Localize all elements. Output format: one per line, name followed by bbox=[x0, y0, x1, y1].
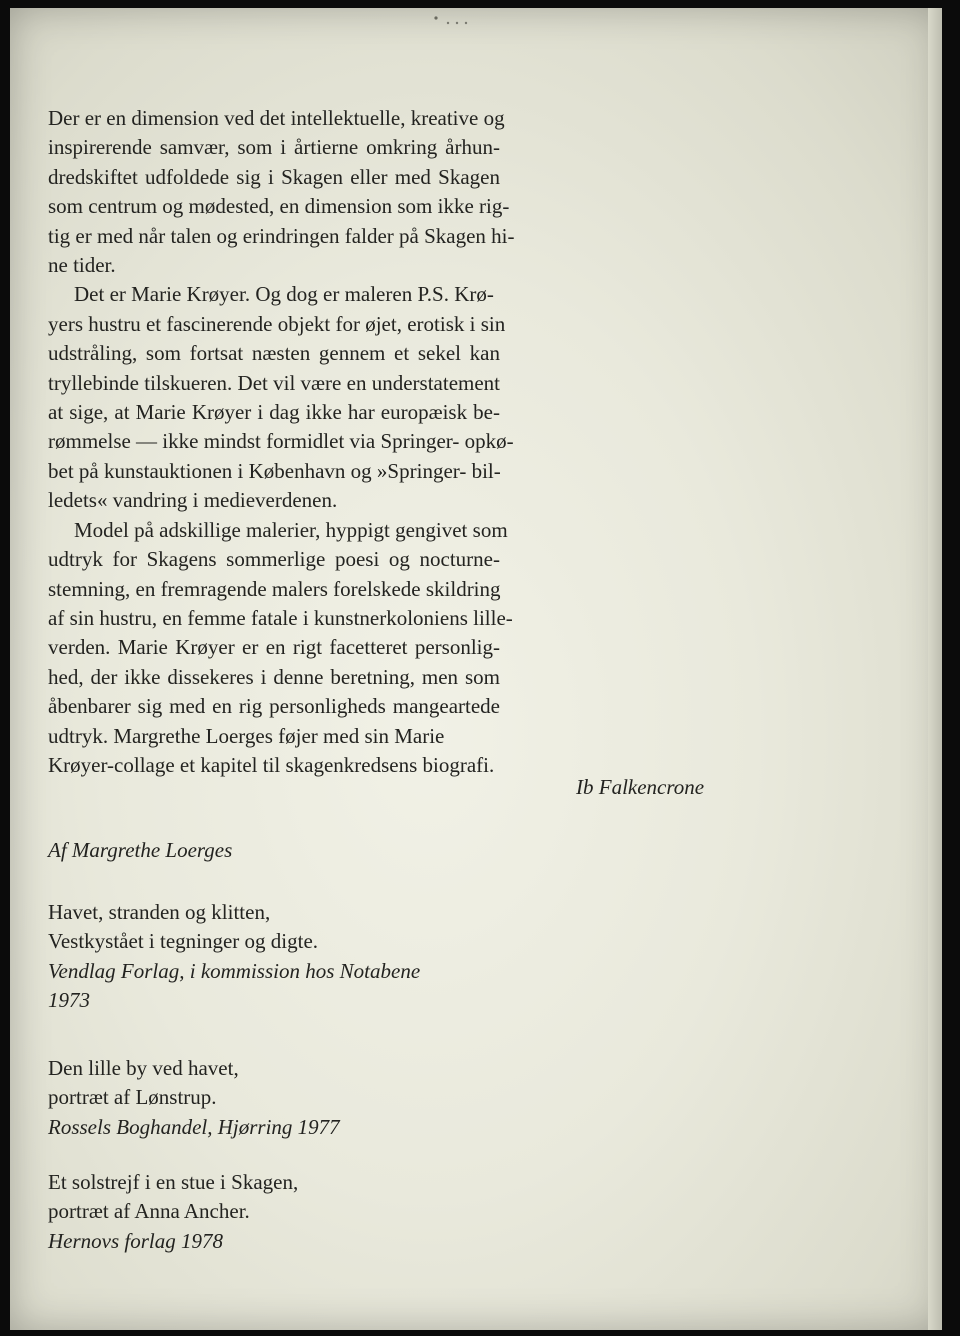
text-line: som centrum og mødested, en dimension som ikke rig- bbox=[48, 194, 510, 219]
text-line: rømmelse — ikke mindst formidlet via Springer- opkø- bbox=[48, 429, 514, 454]
print-specks bbox=[430, 14, 490, 28]
text-line: dredskiftet udfoldede sig i Skagen eller med Skagen bbox=[48, 164, 500, 189]
paragraph-1 bbox=[48, 104, 708, 280]
text-line: at sige, at Marie Krøyer i dag ikke har europæisk be- bbox=[48, 400, 500, 425]
text-line: tryllebinde tilskueren. Det vil være en understatement bbox=[48, 370, 500, 395]
text-line: ne tider. bbox=[48, 253, 116, 278]
book-subtitle: portræt af Lønstrup. bbox=[48, 1085, 217, 1110]
author-signature: Ib Falkencrone bbox=[576, 775, 705, 799]
text-line: verden. Marie Krøyer er en rigt facetteret personlig- bbox=[48, 635, 500, 660]
book-title: Havet, stranden og klitten, bbox=[48, 900, 271, 924]
book-back-cover bbox=[10, 8, 942, 1330]
book-publisher: Hernovs forlag 1978 bbox=[48, 1228, 223, 1253]
book-title: Den lille by ved havet, bbox=[48, 1056, 239, 1080]
text-line: Der er en dimension ved det intellektuelle, kreative og bbox=[48, 106, 505, 130]
book-title: Et solstrejf i en stue i Skagen, bbox=[48, 1170, 299, 1194]
book-subtitle: Vestkystået i tegninger og digte. bbox=[48, 929, 319, 954]
text-line: udtryk. Margrethe Loerges føjer med sin Marie bbox=[48, 723, 445, 748]
book-entry bbox=[48, 898, 420, 1016]
text-line: Krøyer-collage et kapitel til skagenkredsens biografi. bbox=[48, 752, 495, 777]
text-line: åbenbarer sig med en rig personligheds mangeartede bbox=[48, 694, 500, 719]
text-line: udtryk for Skagens sommerlige poesi og nocturne- bbox=[48, 547, 500, 572]
text-line: Det er Marie Krøyer. Og dog er maleren P.S. Krø- bbox=[74, 282, 494, 307]
text-line: yers hustru et fascinerende objekt for øjet, erotisk i sin bbox=[48, 311, 506, 336]
text-line: stemning, en fremragende malers forelskede skildring bbox=[48, 576, 501, 601]
blurb-text bbox=[48, 104, 708, 780]
book-entry bbox=[48, 1168, 298, 1256]
book-subtitle: portræt af Anna Ancher. bbox=[48, 1199, 250, 1224]
paragraph-3 bbox=[48, 516, 708, 781]
text-line: bet på kunstauktionen i København og »Springer- bil- bbox=[48, 458, 501, 483]
text-line: tig er med når talen og erindringen falder på Skagen hi- bbox=[48, 223, 515, 248]
text-line: hed, der ikke dissekeres i denne beretning, men som bbox=[48, 664, 500, 689]
text-line: udstråling, som fortsat næsten gennem et sekel kan bbox=[48, 341, 500, 366]
text-line: ledets« vandring i medieverdenen. bbox=[48, 488, 338, 513]
paragraph-2 bbox=[48, 280, 708, 515]
book-entry bbox=[48, 1054, 340, 1142]
book-publisher: Rossels Boghandel, Hjørring 1977 bbox=[48, 1114, 340, 1139]
text-line: Model på adskillige malerier, hyppigt gengivet som bbox=[74, 517, 508, 542]
book-publisher: Vendlag Forlag, i kommission hos Notabene bbox=[48, 958, 421, 983]
text-line: inspirerende samvær, som i årtierne omkring århun- bbox=[48, 135, 500, 160]
book-year: 1973 bbox=[48, 988, 90, 1013]
text-line: af sin hustru, en femme fatale i kunstnerkoloniens lille- bbox=[48, 605, 513, 630]
other-books-heading: Af Margrethe Loerges bbox=[48, 838, 233, 862]
